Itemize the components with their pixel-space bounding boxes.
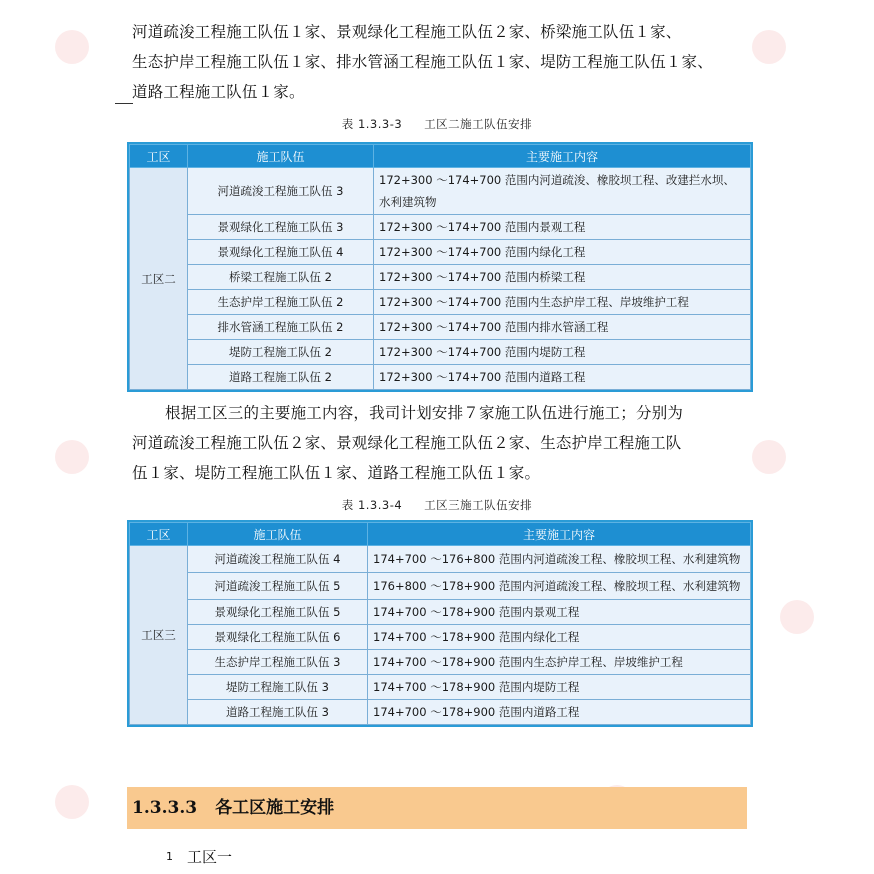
content-cell: 172+300 ～174+700 范围内生态护岸工程、岸坡维护工程	[374, 290, 751, 315]
team-cell: 排水管涵工程施工队伍 2	[188, 315, 374, 340]
section-title: 各工区施工安排	[215, 798, 335, 818]
table-row	[130, 700, 751, 725]
team-cell: 景观绿化工程施工队伍 4	[188, 240, 374, 265]
text-line: 河道疏浚工程施工队伍２家、景观绿化工程施工队伍２家、生态护岸工程施工队	[132, 434, 682, 452]
caption-title: 工区三施工队伍安排	[424, 498, 533, 512]
team-cell: 生态护岸工程施工队伍 3	[188, 650, 368, 675]
text-line: 伍１家、堤防工程施工队伍１家、道路工程施工队伍１家。	[132, 464, 541, 482]
zone-cell: 工区二	[130, 168, 188, 390]
margin-mark	[115, 103, 133, 104]
table-row	[130, 650, 751, 675]
section-heading	[127, 787, 747, 829]
table-caption	[0, 116, 874, 132]
team-cell: 河道疏浚工程施工队伍 3	[188, 168, 374, 215]
column-header: 施工队伍	[188, 523, 368, 546]
zone3-paragraph	[132, 398, 747, 488]
watermark-logo	[780, 600, 814, 634]
content-cell: 174+700 ～178+900 范围内绿化工程	[368, 625, 751, 650]
table-row	[130, 573, 751, 600]
caption-title: 工区二施工队伍安排	[424, 117, 533, 131]
caption-number: 表 1.3.3-4	[341, 498, 403, 512]
table-caption	[0, 497, 874, 513]
watermark-logo	[55, 30, 89, 64]
intro-paragraph	[132, 17, 747, 107]
section-number: 1.3.3.3	[132, 798, 198, 818]
text-line: 道路工程施工队伍１家。	[132, 83, 305, 101]
content-cell: 172+300 ～174+700 范围内排水管涵工程	[374, 315, 751, 340]
text-line: 河道疏浚工程施工队伍１家、景观绿化工程施工队伍２家、桥梁施工队伍１家、	[132, 23, 682, 41]
table-row	[130, 290, 751, 315]
table-row	[130, 315, 751, 340]
content-cell: 174+700 ～178+900 范围内堤防工程	[368, 675, 751, 700]
subsection-title: 工区一	[187, 848, 233, 866]
table-row	[130, 340, 751, 365]
content-cell: 172+300 ～174+700 范围内道路工程	[374, 365, 751, 390]
table-row	[130, 215, 751, 240]
content-cell: 172+300 ～174+700 范围内景观工程	[374, 215, 751, 240]
team-cell: 景观绿化工程施工队伍 3	[188, 215, 374, 240]
column-header: 主要施工内容	[374, 145, 751, 168]
table-row	[130, 600, 751, 625]
table-row	[130, 168, 751, 215]
table-row	[130, 240, 751, 265]
team-cell: 堤防工程施工队伍 3	[188, 675, 368, 700]
subsection-number: 1	[166, 850, 173, 863]
watermark-logo	[55, 785, 89, 819]
team-cell: 河道疏浚工程施工队伍 5	[188, 573, 368, 600]
content-cell: 174+700 ～176+800 范围内河道疏浚工程、橡胶坝工程、水利建筑物	[368, 546, 751, 573]
team-cell: 景观绿化工程施工队伍 6	[188, 625, 368, 650]
table-row	[130, 625, 751, 650]
content-cell: 176+800 ～178+900 范围内河道疏浚工程、橡胶坝工程、水利建筑物	[368, 573, 751, 600]
team-cell: 河道疏浚工程施工队伍 4	[188, 546, 368, 573]
watermark-logo	[752, 30, 786, 64]
text-line: 生态护岸工程施工队伍１家、排水管涵工程施工队伍１家、堤防工程施工队伍１家、	[132, 53, 713, 71]
table-zone-3	[127, 520, 753, 727]
content-cell: 174+700 ～178+900 范围内道路工程	[368, 700, 751, 725]
table-row	[130, 675, 751, 700]
text-line: 根据工区三的主要施工内容，我司计划安排７家施工队伍进行施工；分别为	[165, 404, 684, 422]
team-cell: 道路工程施工队伍 2	[188, 365, 374, 390]
team-cell: 生态护岸工程施工队伍 2	[188, 290, 374, 315]
content-cell: 172+300 ～174+700 范围内绿化工程	[374, 240, 751, 265]
content-cell: 174+700 ～178+900 范围内生态护岸工程、岸坡维护工程	[368, 650, 751, 675]
content-cell: 172+300 ～174+700 范围内堤防工程	[374, 340, 751, 365]
zone-cell: 工区三	[130, 546, 188, 725]
table-row	[130, 265, 751, 290]
subsection-heading	[166, 846, 232, 867]
watermark-logo	[55, 440, 89, 474]
table-row	[130, 546, 751, 573]
column-header: 工区	[130, 523, 188, 546]
table-zone-2	[127, 142, 753, 392]
content-cell: 172+300 ～174+700 范围内桥梁工程	[374, 265, 751, 290]
table-row	[130, 365, 751, 390]
column-header: 施工队伍	[188, 145, 374, 168]
team-cell: 景观绿化工程施工队伍 5	[188, 600, 368, 625]
team-cell: 道路工程施工队伍 3	[188, 700, 368, 725]
team-cell: 桥梁工程施工队伍 2	[188, 265, 374, 290]
caption-number: 表 1.3.3-3	[341, 117, 403, 131]
content-cell: 172+300 ～174+700 范围内河道疏浚、橡胶坝工程、改建拦水坝、水利建筑物	[374, 168, 751, 215]
content-cell: 174+700 ～178+900 范围内景观工程	[368, 600, 751, 625]
watermark-logo	[752, 440, 786, 474]
column-header: 主要施工内容	[368, 523, 751, 546]
column-header: 工区	[130, 145, 188, 168]
team-cell: 堤防工程施工队伍 2	[188, 340, 374, 365]
